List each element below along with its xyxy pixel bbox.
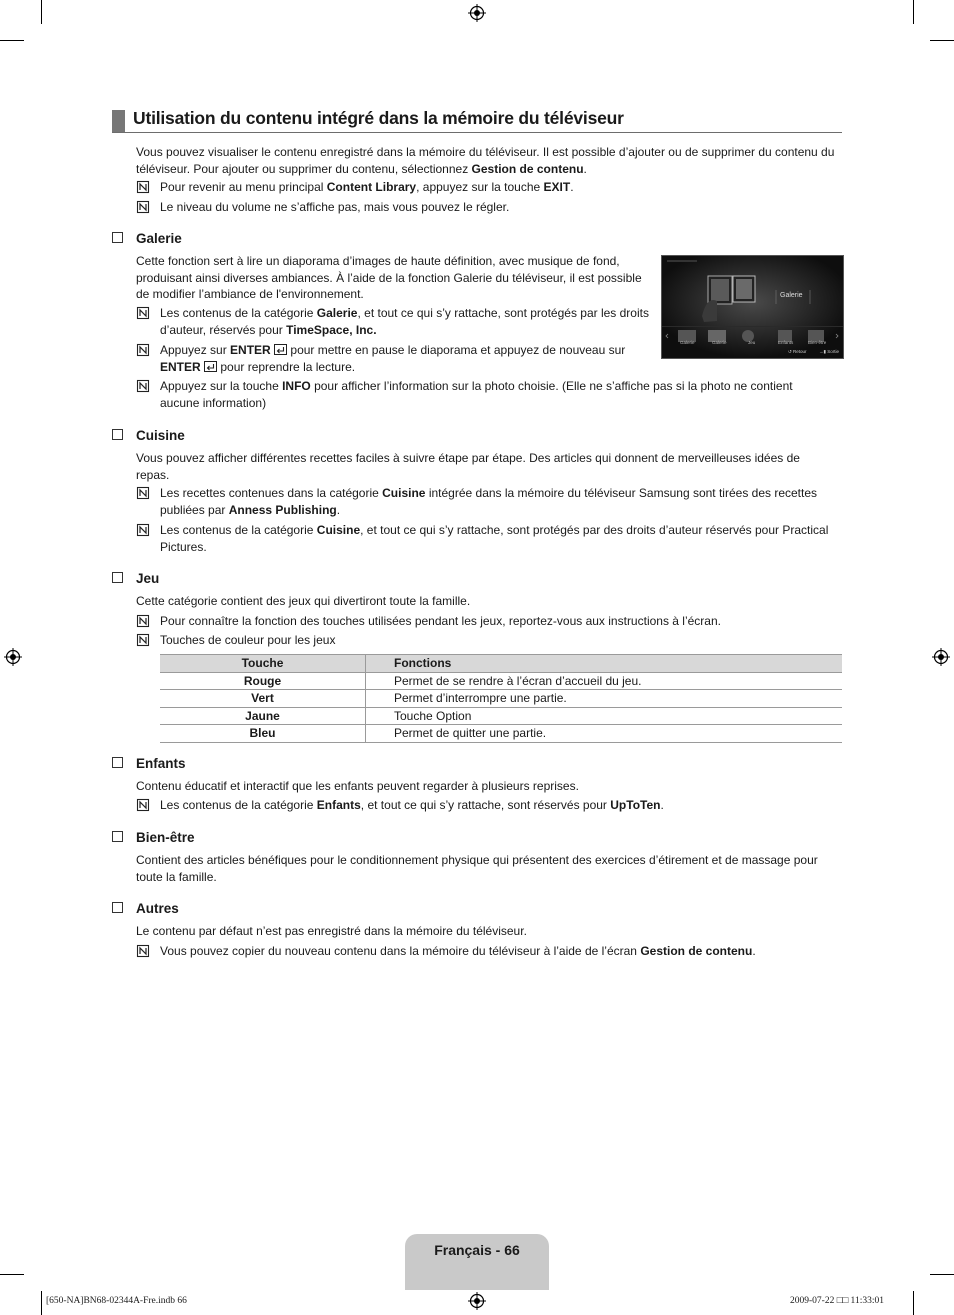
table-header-row — [160, 655, 842, 673]
enter-key-icon — [204, 361, 217, 372]
table-cell: Permet de quitter une partie. — [366, 725, 843, 743]
note-icon — [136, 342, 152, 358]
table-cell: Bleu — [160, 725, 366, 743]
tv-menu-item: Enfants — [778, 340, 794, 345]
checkbox-bullet-icon — [112, 232, 123, 243]
section-title-jeu: Jeu — [112, 571, 159, 586]
table-cell: Permet d’interrompre une partie. — [366, 690, 843, 708]
cuisine-paragraph: Vous pouvez afficher différentes recettes faciles à suivre étape par étape. Des articles qui donnent de merveilleuses idées de repas. — [136, 451, 800, 482]
section-title-galerie: Galerie — [112, 231, 182, 246]
section-title-cuisine: Cuisine — [112, 428, 185, 443]
note-icon — [136, 522, 152, 538]
table-row — [160, 725, 842, 743]
enter-key-icon — [274, 344, 287, 355]
jeu-paragraph: Cette catégorie contient des jeux qui divertiront toute la famille. — [136, 594, 471, 608]
registration-mark-icon — [468, 4, 486, 22]
crop-mark — [913, 1291, 914, 1315]
table-cell: Vert — [160, 690, 366, 708]
tv-menu-item: Galerie — [712, 340, 727, 345]
note-icon — [136, 378, 152, 394]
table-cell: Rouge — [160, 672, 366, 690]
registration-mark-icon — [4, 648, 22, 666]
tv-menu-item: Galerie — [680, 340, 695, 345]
table-row — [160, 690, 842, 708]
note-icon — [136, 943, 152, 959]
table-row — [160, 707, 842, 725]
note-icon — [136, 632, 152, 648]
note-icon — [136, 199, 152, 215]
print-slug-right: 2009-07-22 □□ 11:33:01 — [790, 1296, 884, 1306]
checkbox-bullet-icon — [112, 831, 123, 842]
table-row — [160, 672, 842, 690]
crop-mark — [41, 1291, 42, 1315]
bien-etre-paragraph: Contient des articles bénéfiques pour le conditionnement physique qui présentent des exercices d’étirement et de massage pour toute la famille. — [136, 853, 818, 884]
print-slug-left: [650-NA]BN68-02344A-Fre.indb 66 — [46, 1296, 187, 1306]
color-keys-table — [160, 654, 842, 743]
note-icon — [136, 485, 152, 501]
table-header: Fonctions — [366, 655, 843, 673]
table-cell: Permet de se rendre à l’écran d’accueil du jeu. — [366, 672, 843, 690]
intro-paragraph: Vous pouvez visualiser le contenu enregistré dans la mémoire du téléviseur. Il est possible d’ajouter ou de supprimer du contenu du téléviseur. Pour ajouter ou supprimer du contenu, sélectionnez Gestion de contenu. — [136, 145, 835, 176]
tv-selected-label: Galerie — [780, 292, 803, 299]
enfants-paragraph: Contenu éducatif et interactif que les enfants peuvent regarder à plusieurs reprises. — [136, 779, 579, 793]
note-icon — [136, 305, 152, 321]
autres-paragraph: Le contenu par défaut n’est pas enregistré dans la mémoire du téléviseur. — [136, 924, 527, 938]
crop-mark — [0, 40, 24, 41]
checkbox-bullet-icon — [112, 572, 123, 583]
tv-hint-exit: →▮ Sortie — [819, 349, 839, 354]
note-icon — [136, 613, 152, 629]
tv-gallery-screenshot — [661, 255, 844, 359]
tv-menu-item: Jeu — [748, 340, 756, 345]
crop-mark — [930, 40, 954, 41]
table-header: Touche — [160, 655, 366, 673]
checkbox-bullet-icon — [112, 902, 123, 913]
registration-mark-icon — [932, 648, 950, 666]
section-title-enfants: Enfants — [112, 756, 186, 771]
page-title: Utilisation du contenu intégré dans la mémoire du téléviseur — [133, 108, 624, 128]
crop-mark — [913, 0, 914, 24]
galerie-paragraph: Cette fonction sert à lire un diaporama d’images de haute définition, avec musique de fond, produisant ainsi diverses ambiances. À l’aide de la fonction Galerie du téléviseur, il est possible de modifier l’ambiance de l'environnement. — [136, 254, 642, 301]
page-number: Français - 66 — [434, 1242, 520, 1258]
note-icon — [136, 179, 152, 195]
heading-rule — [112, 132, 842, 133]
heading-bar — [112, 110, 125, 132]
tv-menu-item: Bien-être — [808, 340, 827, 345]
registration-mark-icon — [468, 1292, 486, 1310]
note-icon — [136, 797, 152, 813]
crop-mark — [0, 1274, 24, 1275]
checkbox-bullet-icon — [112, 429, 123, 440]
table-cell: Touche Option — [366, 707, 843, 725]
section-title-bien-etre: Bien-être — [112, 830, 195, 845]
crop-mark — [41, 0, 42, 24]
section-title-autres: Autres — [112, 901, 179, 916]
crop-mark — [930, 1274, 954, 1275]
checkbox-bullet-icon — [112, 757, 123, 768]
tv-hint-back: ↺ Retour — [788, 349, 807, 354]
table-cell: Jaune — [160, 707, 366, 725]
